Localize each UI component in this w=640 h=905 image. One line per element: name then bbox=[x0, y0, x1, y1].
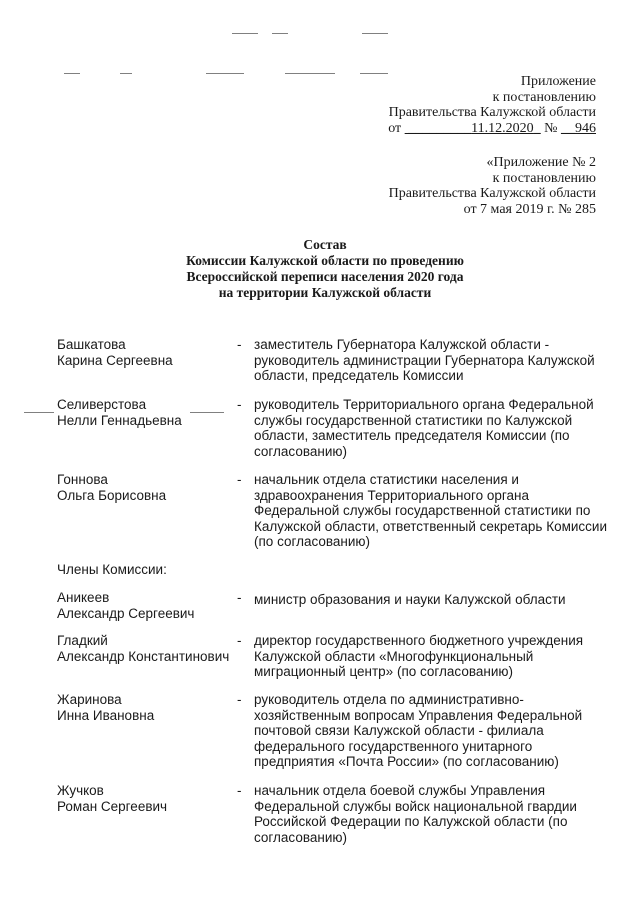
appendix-date-line bbox=[388, 121, 596, 137]
member-position: министр образования и науки Калужской области bbox=[254, 592, 566, 607]
entry-dash: - bbox=[237, 692, 242, 707]
member-position: заместитель Губернатора Калужской области - руководитель администрации Губернатора Калужской области, председатель Комиссии bbox=[254, 337, 595, 383]
member-given-names: Роман Сергеевич bbox=[57, 798, 168, 814]
scan-artifact-line bbox=[285, 73, 335, 74]
member-name bbox=[57, 633, 232, 664]
appendix-title: «Приложение № 2 bbox=[486, 155, 596, 170]
member-given-names: Александр Константинович bbox=[57, 648, 230, 664]
appendix-line: Правительства Калужской области bbox=[388, 186, 596, 201]
resolution-number: __946 bbox=[561, 120, 596, 136]
scan-artifact-line bbox=[120, 73, 132, 74]
member-position: начальник отдела боевой службы Управления Федеральной службы войск национальной гвардии Российской Федерации по Калужской области (по согласованию) bbox=[254, 783, 577, 845]
member-surname: Гоннова bbox=[57, 472, 108, 487]
title-line: Всероссийской переписи населения 2020 года bbox=[186, 269, 464, 284]
member-name bbox=[57, 590, 232, 621]
member-name bbox=[57, 337, 232, 368]
original-appendix-header bbox=[389, 155, 596, 217]
scan-artifact-line bbox=[206, 73, 244, 74]
member-position: руководитель отдела по административно-хозяйственным вопросам Управления Федеральной почтовой связи Калужской области - филиала федерального государственного унитарного предприятия «Почта России» (по согласованию) bbox=[254, 692, 583, 769]
appendix-line: к постановлению bbox=[492, 89, 596, 105]
appendix-line: Правительства Калужской области bbox=[388, 105, 596, 120]
entry-dash: - bbox=[237, 633, 242, 648]
member-given-names: Ольга Борисовна bbox=[57, 487, 167, 503]
ot-label: от bbox=[388, 120, 402, 136]
title-line: Состав bbox=[303, 237, 347, 252]
entry-dash: - bbox=[237, 397, 242, 412]
member-name bbox=[57, 397, 232, 428]
member-surname: Селиверстова bbox=[57, 397, 147, 412]
appendix-title: Приложение bbox=[520, 74, 596, 89]
title-line: Комиссии Калужской области по проведению bbox=[186, 253, 464, 268]
appendix-line: к постановлению bbox=[492, 170, 596, 186]
members-label: Члены Комиссии: bbox=[57, 562, 167, 577]
scan-artifact-line bbox=[272, 33, 288, 34]
member-surname: Жаринова bbox=[57, 692, 122, 707]
member-surname: Гладкий bbox=[57, 633, 108, 648]
member-name bbox=[57, 783, 232, 814]
entry-dash: - bbox=[237, 472, 242, 487]
appendix-header bbox=[388, 74, 596, 136]
scan-artifact-line bbox=[64, 73, 80, 74]
member-name bbox=[57, 692, 232, 723]
member-position: руководитель Территориального органа Федеральной службы государственной статистики по Калужской области, заместитель председателя Комиссии (по согласованию) bbox=[254, 397, 594, 459]
member-name bbox=[57, 472, 232, 503]
member-given-names: Карина Сергеевна bbox=[57, 352, 173, 368]
document-title bbox=[0, 237, 640, 301]
entry-dash: - bbox=[237, 590, 242, 605]
scan-artifact-line bbox=[362, 33, 388, 34]
member-given-names: Нелли Геннадьевна bbox=[57, 412, 182, 428]
member-position: директор государственного бюджетного учреждения Калужской области «Многофункциональный миграционный центр» (по согласованию) bbox=[254, 633, 584, 679]
member-surname: Жучков bbox=[57, 783, 104, 798]
number-label: № bbox=[544, 120, 558, 136]
member-given-names: Александр Сергеевич bbox=[57, 605, 195, 621]
entry-dash: - bbox=[237, 783, 242, 798]
scan-artifact-line bbox=[232, 33, 258, 34]
title-line: на территории Калужской области bbox=[218, 285, 432, 300]
resolution-date: _________11.12.2020_ bbox=[404, 120, 541, 136]
member-position: начальник отдела статистики населения и здравоохранения Территориального органа Федеральной службы государственной статистики по Калужской области, ответственный секретарь Комиссии (по согласованию) bbox=[254, 472, 607, 549]
scan-artifact-line bbox=[360, 73, 388, 74]
scan-artifact-line bbox=[24, 412, 54, 413]
member-given-names: Инна Ивановна bbox=[57, 707, 155, 723]
appendix-date-line: от 7 мая 2019 г. № 285 bbox=[463, 201, 596, 217]
member-surname: Башкатова bbox=[57, 337, 126, 352]
member-surname: Аникеев bbox=[57, 590, 110, 605]
entry-dash: - bbox=[237, 337, 242, 352]
